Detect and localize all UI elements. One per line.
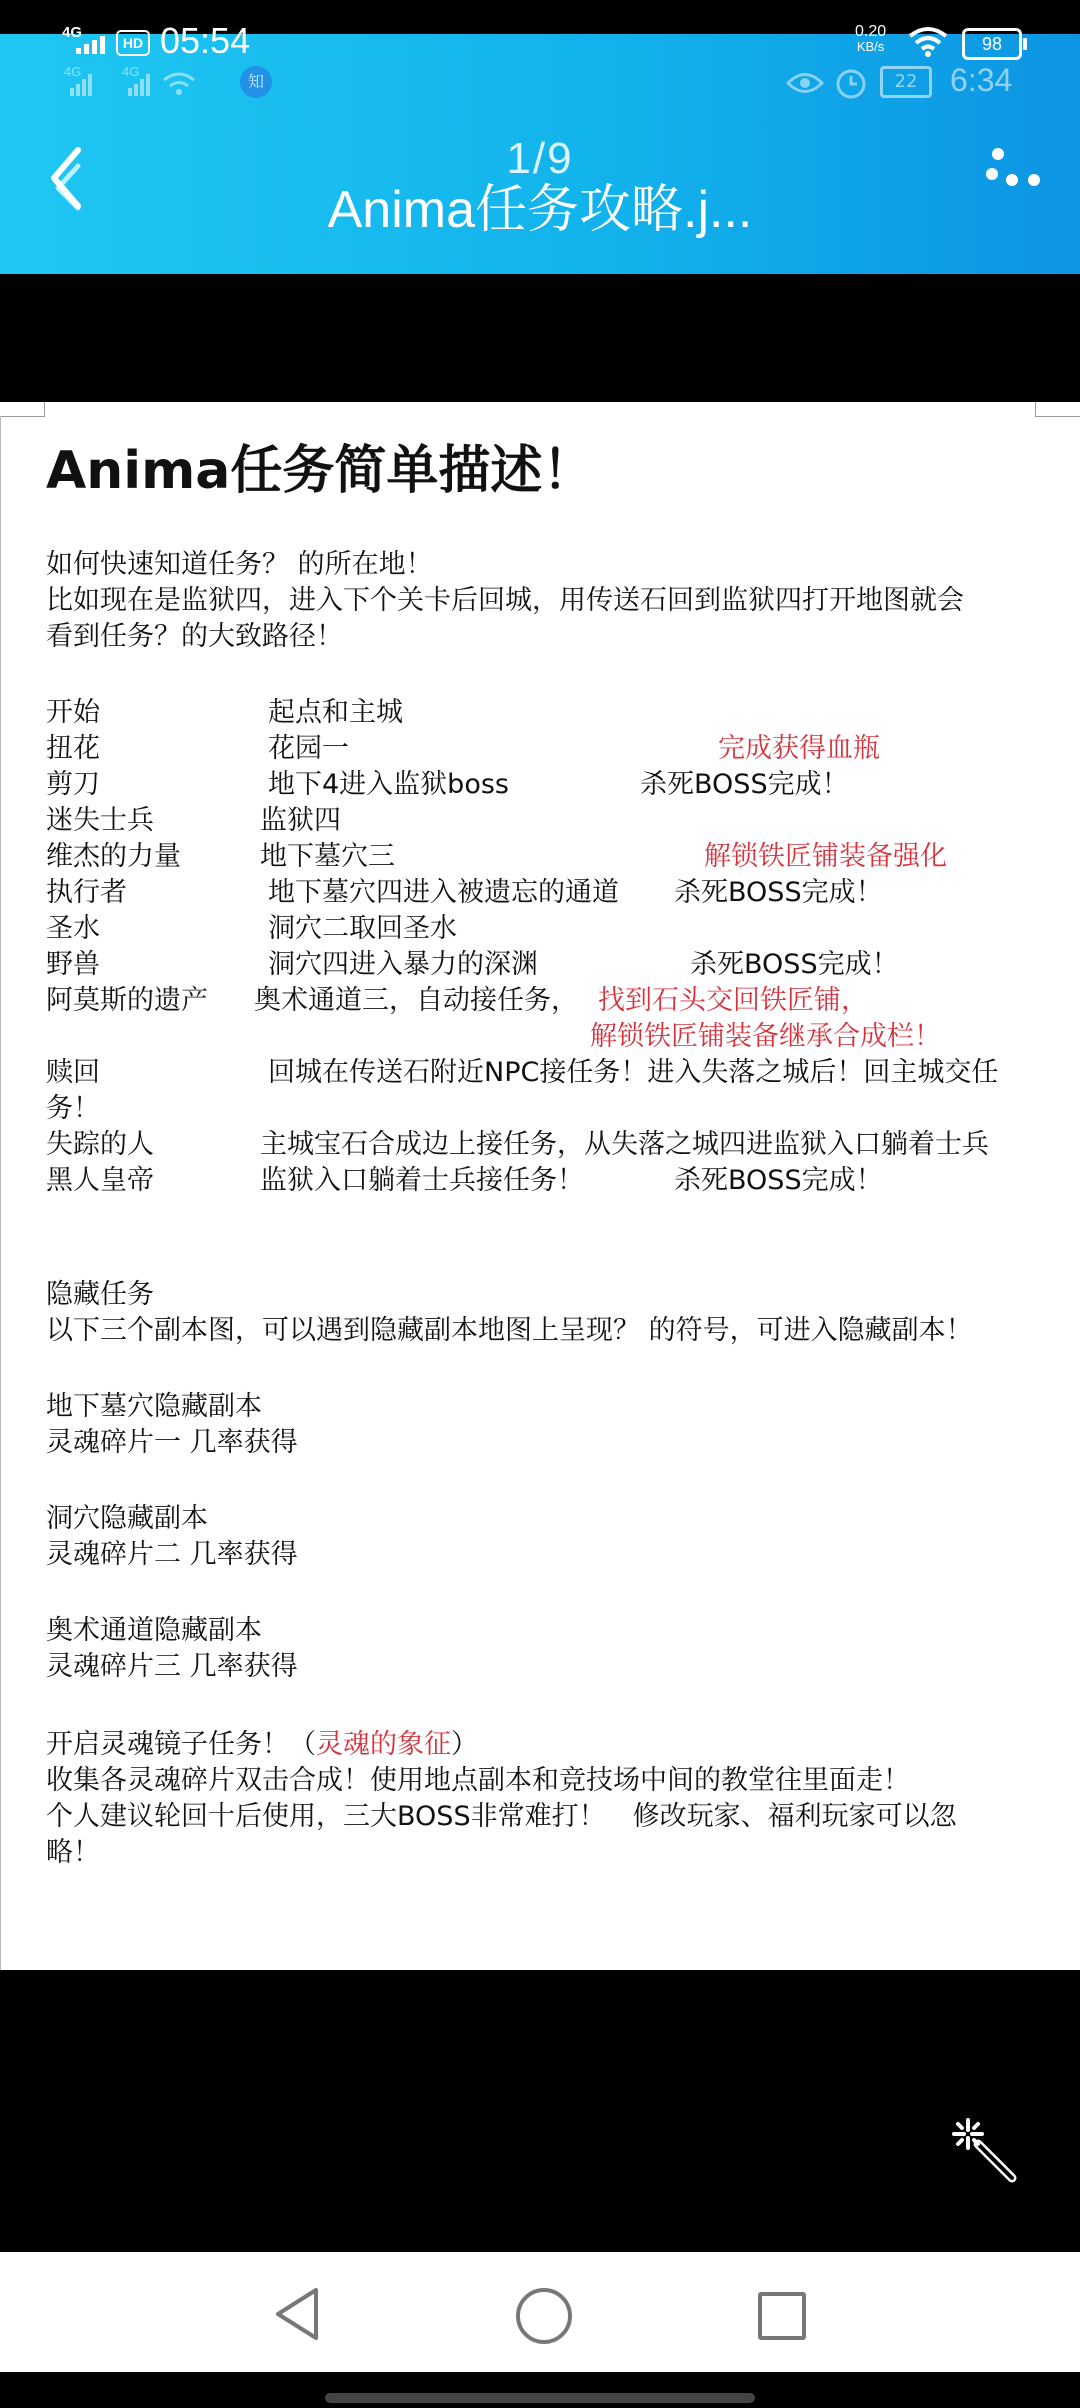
task-location-cont: 务！	[46, 1093, 100, 1124]
mirror-desc-line: 个人建议轮回十后使用，三大BOSS非常难打！ 修改玩家、福利玩家可以忽	[46, 1801, 957, 1832]
task-name: 黑人皇帝	[46, 1165, 154, 1196]
hidden-section-title: 隐藏任务	[46, 1279, 154, 1310]
task-reward-note: 完成获得血瓶	[718, 733, 880, 764]
nav-recent-icon[interactable]	[758, 2292, 806, 2340]
intro-line: 如何快速知道任务？ 的所在地！	[46, 549, 433, 580]
wifi-icon	[908, 26, 948, 58]
task-location: 监狱入口躺着士兵接任务！	[260, 1165, 584, 1196]
mirror-desc-line: 收集各灵魂碎片双击合成！使用地点副本和竞技场中间的教堂往里面走！	[46, 1765, 910, 1796]
task-location: 回城在传送石附近NPC接任务！进入失落之城后！回主城交任	[268, 1057, 999, 1088]
task-location: 洞穴二取回圣水	[268, 913, 457, 944]
task-location: 洞穴四进入暴力的深渊	[268, 949, 538, 980]
magic-wand-icon[interactable]	[948, 2114, 1020, 2186]
mirror-prefix: 开启灵魂镜子任务！（	[46, 1729, 316, 1760]
task-reward-note: 解锁铁匠铺装备继承合成栏！	[590, 1021, 941, 1052]
document-heading: Anima任务简单描述！	[46, 441, 595, 501]
viewer-header	[0, 20, 1080, 274]
mirror-suffix: ）	[451, 1729, 478, 1760]
task-location: 地下4进入监狱boss	[268, 769, 509, 800]
status-time: 05:54	[160, 20, 251, 61]
mirror-symbol: 灵魂的象征	[316, 1729, 451, 1760]
task-name: 开始	[46, 697, 100, 728]
task-name: 维杰的力量	[46, 841, 181, 872]
hidden-dungeon-name: 洞穴隐藏副本	[46, 1503, 208, 1534]
hd-badge: HD	[116, 30, 150, 56]
network-speed-value: 0.20	[855, 23, 887, 40]
page-corner-mark	[1035, 402, 1080, 417]
page-corner-mark	[0, 402, 45, 417]
nav-home-icon[interactable]	[516, 2288, 572, 2344]
task-location: 地下墓穴三	[260, 841, 395, 872]
task-location: 起点和主城	[268, 697, 403, 728]
viewer-title: Anima任务攻略.j...	[327, 181, 753, 239]
hidden-dungeon-reward: 灵魂碎片二 几率获得	[46, 1539, 298, 1570]
svg-text:4G: 4G	[64, 64, 82, 79]
mirror-task-line	[46, 1728, 478, 1762]
intro-line: 看到任务？的大致路径！	[46, 621, 343, 652]
task-name: 野兽	[46, 949, 100, 980]
task-name: 扭花	[46, 733, 100, 764]
zhi-app-icon: 知	[240, 66, 272, 98]
hidden-dungeon-reward: 灵魂碎片三 几率获得	[46, 1651, 298, 1682]
task-name: 迷失士兵	[46, 805, 154, 836]
task-note: 杀死BOSS完成！	[690, 949, 899, 980]
task-location: 花园一	[268, 733, 349, 764]
more-icon[interactable]	[978, 146, 1048, 226]
mirror-desc-line: 略！	[46, 1837, 100, 1868]
hidden-dungeon-reward: 灵魂碎片一 几率获得	[46, 1427, 298, 1458]
task-name: 剪刀	[46, 769, 100, 800]
task-name: 圣水	[46, 913, 100, 944]
alarm-icon	[834, 66, 868, 100]
task-name: 执行者	[46, 877, 127, 908]
task-note: 杀死BOSS完成！	[640, 769, 849, 800]
network-speed-unit: KB/s	[856, 39, 885, 54]
task-location: 主城宝石合成边上接任务，从失落之城四进监狱入口躺着士兵	[260, 1129, 989, 1160]
task-name: 赎回	[46, 1057, 100, 1088]
task-note: 杀死BOSS完成！	[674, 1165, 883, 1196]
inner-signal-icon	[64, 62, 214, 98]
battery-indicator: 98	[962, 28, 1022, 60]
hidden-dungeon-name: 奥术通道隐藏副本	[46, 1615, 262, 1646]
nav-back-icon[interactable]	[272, 2286, 322, 2342]
document-page[interactable]	[0, 402, 1080, 1970]
home-indicator[interactable]	[325, 2393, 755, 2403]
task-location: 奥术通道三，自动接任务，	[254, 985, 578, 1016]
network-speed	[855, 24, 886, 54]
network-type: 4G	[62, 24, 83, 41]
page-edge	[0, 416, 1, 1970]
task-location: 监狱四	[260, 805, 341, 836]
intro-line: 比如现在是监狱四，进入下个关卡后回城，用传送石回到监狱四打开地图就会	[46, 585, 964, 616]
task-name: 阿莫斯的遗产	[46, 985, 208, 1016]
inner-time: 6:34	[950, 62, 1013, 98]
task-name: 失踪的人	[46, 1129, 154, 1160]
svg-text:4G: 4G	[122, 64, 140, 79]
task-note: 杀死BOSS完成！	[674, 877, 883, 908]
page-indicator: 1/9	[506, 134, 574, 183]
eye-icon	[786, 70, 824, 96]
task-reward-note: 解锁铁匠铺装备强化	[704, 841, 947, 872]
inner-battery: 22	[880, 66, 932, 98]
hidden-section-desc: 以下三个副本图，可以遇到隐藏副本地图上呈现？ 的符号，可进入隐藏副本！	[46, 1315, 973, 1346]
signal-icon	[76, 36, 110, 54]
task-reward-note: 找到石头交回铁匠铺，	[598, 985, 868, 1016]
task-location: 地下墓穴四进入被遗忘的通道	[268, 877, 619, 908]
hidden-dungeon-name: 地下墓穴隐藏副本	[46, 1391, 262, 1422]
